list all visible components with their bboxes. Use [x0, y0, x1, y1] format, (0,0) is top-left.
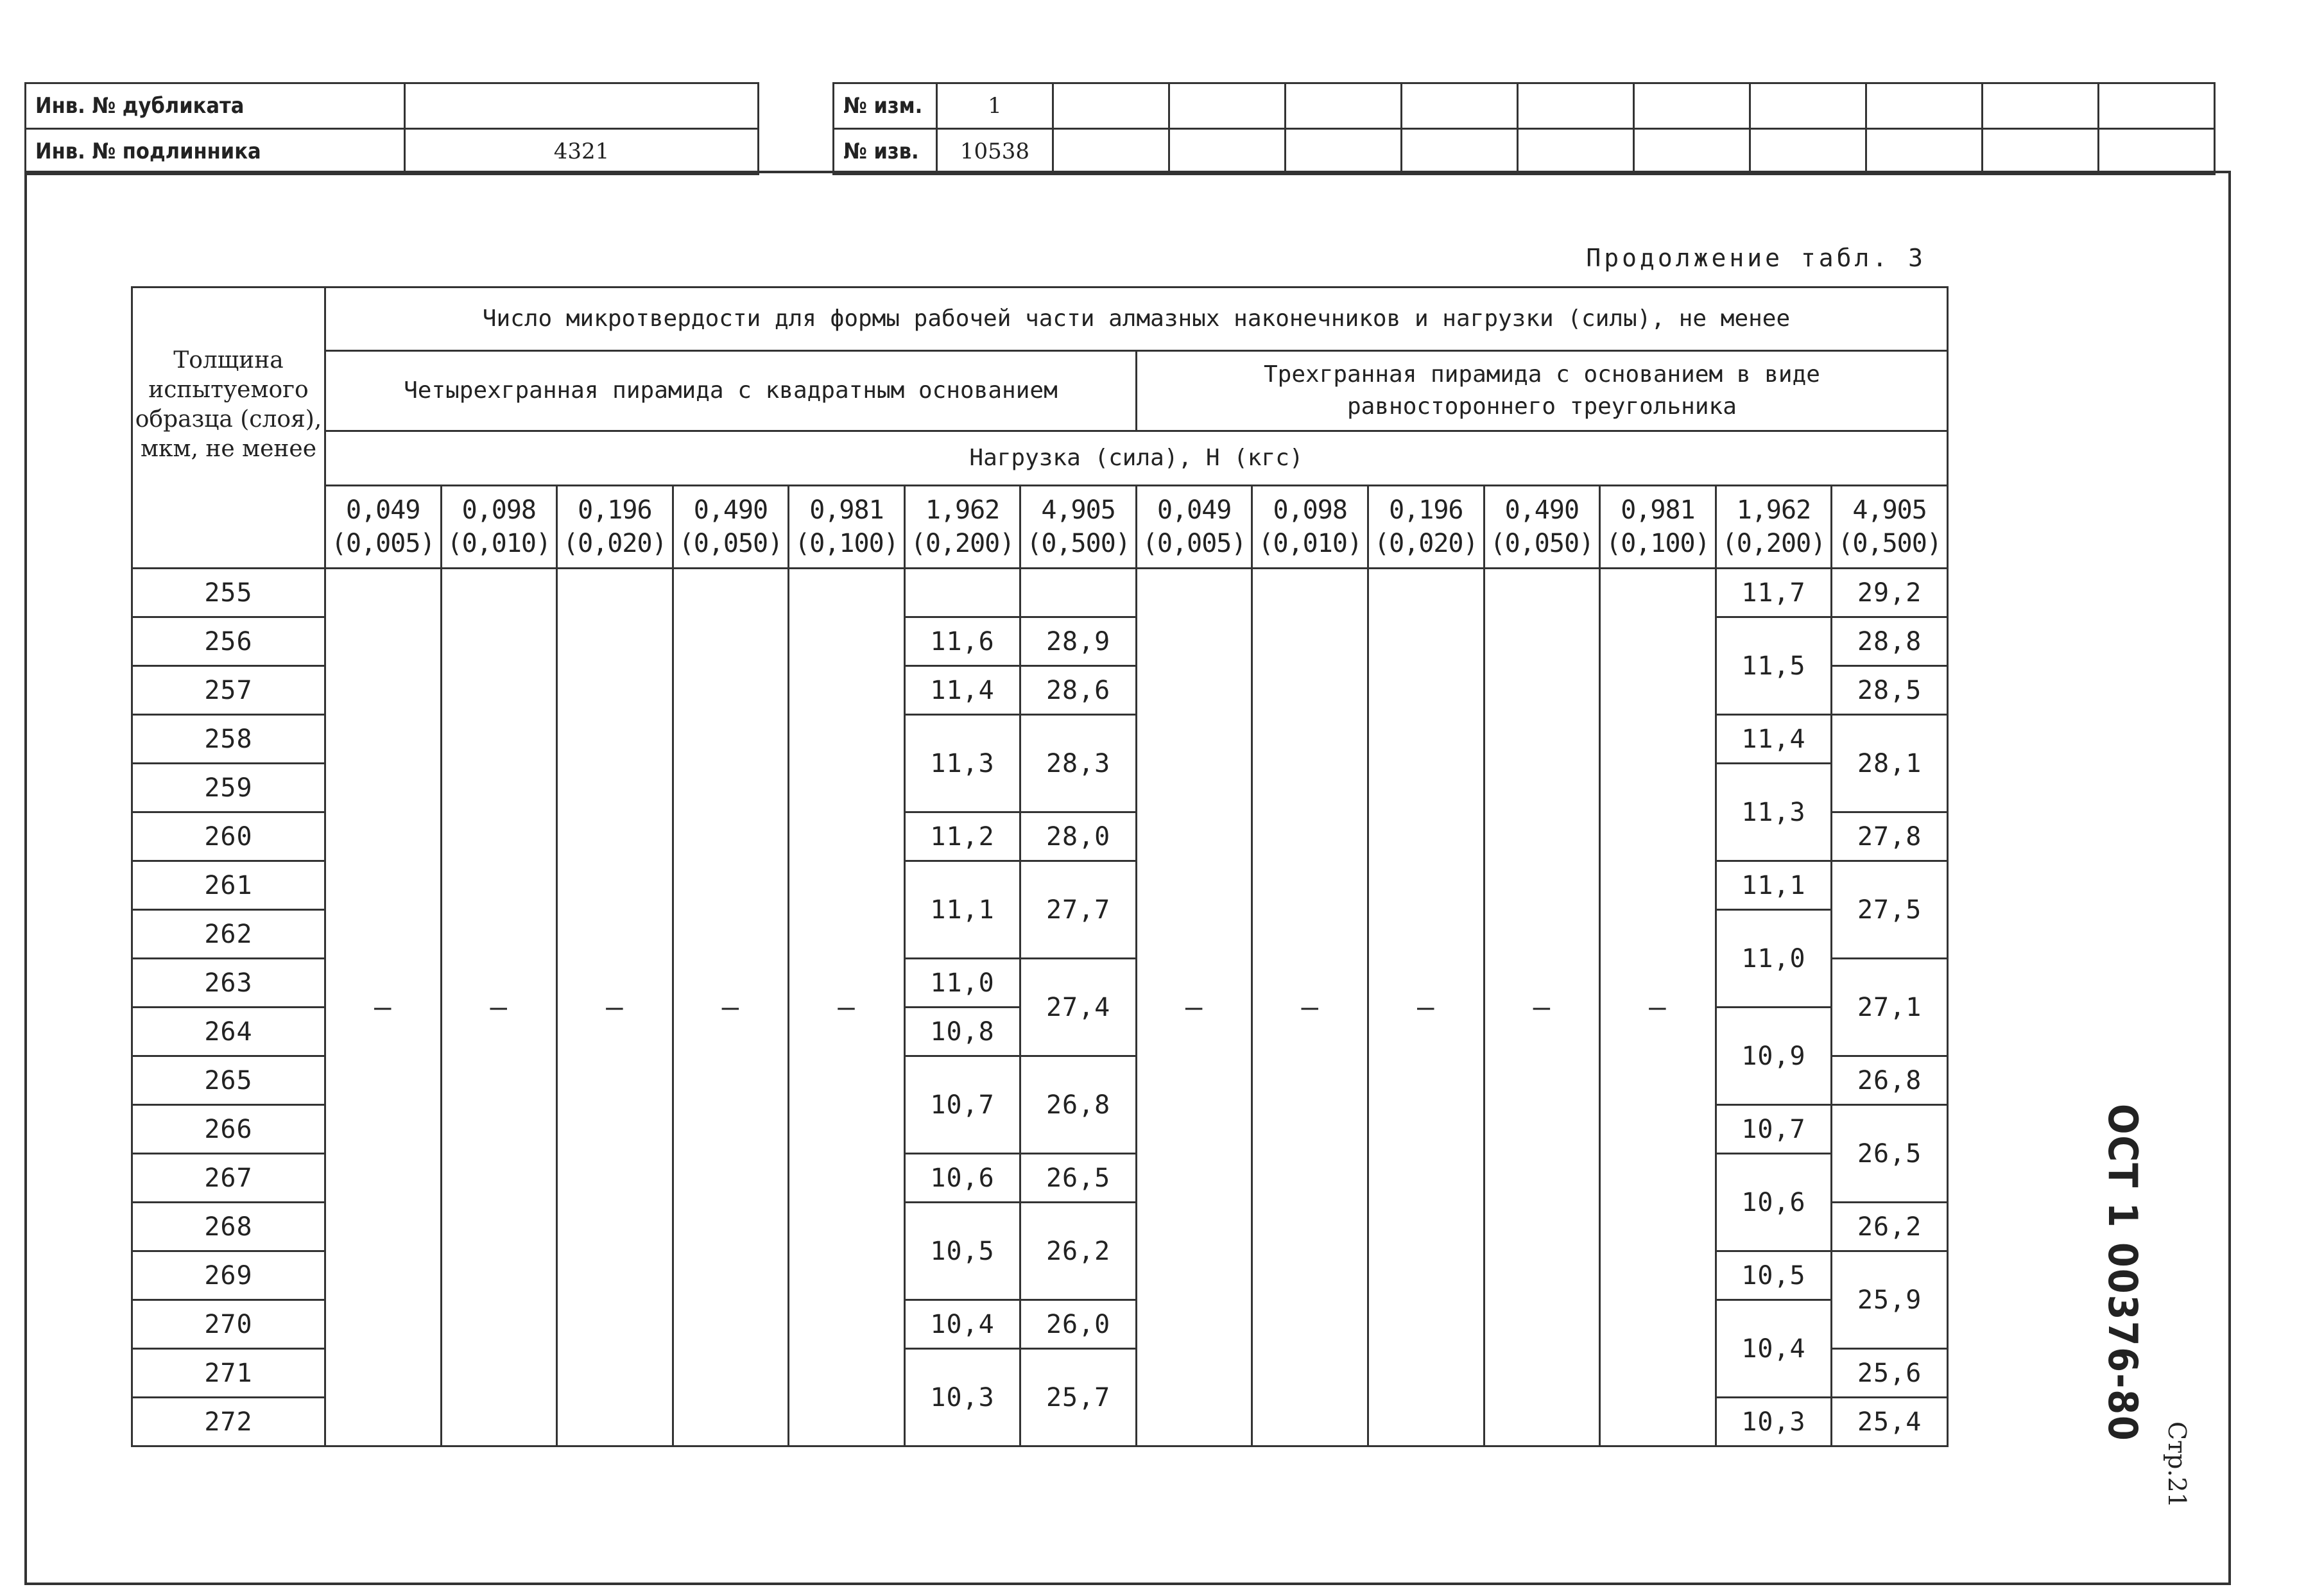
load-header-cell	[1832, 486, 1948, 569]
empty-value-cell: –	[325, 569, 441, 1446]
load-kgf: (0,050)	[1490, 529, 1594, 558]
load-newton: 0,196	[1389, 495, 1463, 525]
empty-value-cell: –	[673, 569, 789, 1446]
hardness-value-cell: 29,2	[1832, 569, 1948, 617]
load-kgf: (0,100)	[795, 529, 899, 558]
thickness-cell: 261	[132, 861, 325, 910]
dup-label: Инв. № дубликата	[26, 83, 405, 129]
load-header-cell	[1252, 486, 1368, 569]
change-value: 1	[937, 83, 1053, 129]
change-stamp	[832, 82, 2216, 175]
hardness-value-cell: 26,5	[1020, 1154, 1137, 1203]
main-header: Число микротвердости для формы рабочей части алмазных наконечников и нагрузки (силы), не менее	[325, 287, 1947, 351]
load-header-cell	[904, 486, 1020, 569]
load-header-cell	[789, 486, 905, 569]
thickness-cell: 272	[132, 1398, 325, 1446]
thickness-cell: 267	[132, 1154, 325, 1203]
thickness-header: Толщина испытуемого образца (слоя), мкм, не менее	[132, 287, 325, 569]
hardness-value-cell: 27,5	[1832, 861, 1948, 959]
hardness-value-cell: 27,7	[1020, 861, 1137, 959]
thickness-cell: 266	[132, 1105, 325, 1154]
hardness-value-cell	[1020, 569, 1137, 617]
hardness-value-cell: 26,0	[1020, 1300, 1137, 1349]
load-header-cell	[1020, 486, 1137, 569]
load-newton: 0,981	[1621, 495, 1695, 525]
load-newton: 0,490	[1504, 495, 1579, 525]
change-label: № изм.	[834, 83, 937, 129]
thickness-cell: 271	[132, 1349, 325, 1398]
load-newton: 0,049	[1157, 495, 1232, 525]
hardness-value-cell: 10,6	[1716, 1154, 1832, 1251]
load-kgf: (0,200)	[1721, 529, 1826, 558]
hardness-value-cell: 26,8	[1832, 1056, 1948, 1105]
hardness-value-cell: 11,5	[1716, 617, 1832, 715]
load-newton: 1,962	[1736, 495, 1811, 525]
load-header-cell	[1600, 486, 1716, 569]
thickness-cell: 258	[132, 715, 325, 764]
inventory-stamp	[24, 82, 759, 175]
hardness-value-cell: 11,2	[904, 812, 1020, 861]
hardness-value-cell: 26,5	[1832, 1105, 1948, 1203]
load-newton: 4,905	[1852, 495, 1927, 525]
load-kgf: (0,500)	[1026, 529, 1130, 558]
load-header-cell	[673, 486, 789, 569]
load-header-cell	[325, 486, 441, 569]
load-newton: 0,490	[693, 495, 768, 525]
load-kgf: (0,020)	[563, 529, 667, 558]
hardness-value-cell: 11,4	[904, 666, 1020, 715]
load-kgf: (0,010)	[447, 529, 551, 558]
hardness-value-cell: 10,6	[904, 1154, 1020, 1203]
group-square-header: Четырехгранная пирамида с квадратным основанием	[325, 351, 1136, 431]
orig-label: Инв. № подлинника	[26, 129, 405, 175]
empty-value-cell: –	[1600, 569, 1716, 1446]
load-kgf: (0,500)	[1837, 529, 1941, 558]
empty-value-cell: –	[441, 569, 557, 1446]
hardness-value-cell: 25,7	[1020, 1349, 1137, 1446]
hardness-value-cell: 10,8	[904, 1008, 1020, 1056]
standard-code: ОСТ 1 00376-80	[2099, 1104, 2146, 1442]
hardness-value-cell: 27,1	[1832, 959, 1948, 1056]
hardness-value-cell: 10,3	[904, 1349, 1020, 1446]
load-header-cell	[1716, 486, 1832, 569]
hardness-value-cell: 28,9	[1020, 617, 1137, 666]
hardness-value-cell: 11,3	[1716, 764, 1832, 861]
table-row	[132, 569, 1948, 617]
hardness-value-cell: 10,7	[1716, 1105, 1832, 1154]
empty-value-cell: –	[1252, 569, 1368, 1446]
empty-value-cell: –	[1136, 569, 1252, 1446]
orig-value: 4321	[405, 129, 759, 175]
table-continuation: Продолжение табл. 3	[1586, 244, 1926, 272]
empty-value-cell: –	[789, 569, 905, 1446]
load-newton: 4,905	[1041, 495, 1115, 525]
thickness-cell: 262	[132, 910, 325, 959]
load-kgf: (0,100)	[1606, 529, 1710, 558]
hardness-value-cell: 10,3	[1716, 1398, 1832, 1446]
thickness-cell: 264	[132, 1008, 325, 1056]
empty-value-cell: –	[557, 569, 673, 1446]
load-newton: 0,981	[809, 495, 884, 525]
load-kgf: (0,010)	[1258, 529, 1363, 558]
thickness-cell: 260	[132, 812, 325, 861]
load-kgf: (0,020)	[1374, 529, 1478, 558]
load-kgf: (0,200)	[910, 529, 1015, 558]
hardness-value-cell: 25,9	[1832, 1251, 1948, 1349]
thickness-cell: 265	[132, 1056, 325, 1105]
load-newton: 0,196	[578, 495, 652, 525]
hardness-value-cell: 25,6	[1832, 1349, 1948, 1398]
hardness-value-cell: 11,0	[904, 959, 1020, 1008]
hardness-value-cell: 25,4	[1832, 1398, 1948, 1446]
hardness-value-cell: 28,3	[1020, 715, 1137, 812]
hardness-value-cell: 10,4	[904, 1300, 1020, 1349]
thickness-cell: 270	[132, 1300, 325, 1349]
hardness-value-cell: 26,2	[1832, 1203, 1948, 1251]
group-triangle-header: Трехгранная пирамида с основанием в виде равностороннего треугольника	[1136, 351, 1947, 431]
load-newton: 1,962	[925, 495, 1000, 525]
hardness-value-cell: 11,0	[1716, 910, 1832, 1008]
thickness-cell: 269	[132, 1251, 325, 1300]
load-newton: 0,098	[461, 495, 536, 525]
hardness-value-cell: 11,1	[1716, 861, 1832, 910]
hardness-value-cell	[904, 569, 1020, 617]
hardness-value-cell: 10,4	[1716, 1300, 1832, 1398]
hardness-value-cell: 27,4	[1020, 959, 1137, 1056]
load-header: Нагрузка (сила), Н (кгс)	[325, 431, 1947, 486]
hardness-value-cell: 10,7	[904, 1056, 1020, 1154]
thickness-cell: 263	[132, 959, 325, 1008]
load-header-cell	[1368, 486, 1485, 569]
hardness-value-cell: 11,4	[1716, 715, 1832, 764]
load-kgf: (0,005)	[331, 529, 435, 558]
hardness-value-cell: 28,0	[1020, 812, 1137, 861]
hardness-value-cell: 11,7	[1716, 569, 1832, 617]
load-header-cell	[441, 486, 557, 569]
hardness-value-cell: 11,6	[904, 617, 1020, 666]
thickness-cell: 257	[132, 666, 325, 715]
thickness-cell: 256	[132, 617, 325, 666]
hardness-value-cell: 27,8	[1832, 812, 1948, 861]
hardness-value-cell: 28,5	[1832, 666, 1948, 715]
hardness-value-cell: 28,6	[1020, 666, 1137, 715]
empty-value-cell: –	[1368, 569, 1485, 1446]
load-newton: 0,049	[346, 495, 420, 525]
hardness-value-cell: 28,8	[1832, 617, 1948, 666]
thickness-cell: 268	[132, 1203, 325, 1251]
hardness-value-cell: 26,8	[1020, 1056, 1137, 1154]
notice-value: 10538	[937, 129, 1053, 175]
hardness-value-cell: 11,3	[904, 715, 1020, 812]
thickness-cell: 259	[132, 764, 325, 812]
hardness-value-cell: 10,9	[1716, 1008, 1832, 1105]
hardness-value-cell: 10,5	[904, 1203, 1020, 1300]
load-kgf: (0,005)	[1142, 529, 1246, 558]
load-kgf: (0,050)	[678, 529, 783, 558]
notice-label: № изв.	[834, 129, 937, 175]
dup-value	[405, 83, 759, 129]
empty-value-cell: –	[1484, 569, 1600, 1446]
hardness-value-cell: 11,1	[904, 861, 1020, 959]
hardness-value-cell: 26,2	[1020, 1203, 1137, 1300]
load-header-cell	[557, 486, 673, 569]
hardness-value-cell: 10,5	[1716, 1251, 1832, 1300]
load-header-cell	[1484, 486, 1600, 569]
load-newton: 0,098	[1273, 495, 1347, 525]
load-header-cell	[1136, 486, 1252, 569]
hardness-value-cell: 28,1	[1832, 715, 1948, 812]
thickness-cell: 255	[132, 569, 325, 617]
microhardness-table	[131, 286, 1949, 1447]
page-number: Стр.21	[2163, 1421, 2191, 1508]
